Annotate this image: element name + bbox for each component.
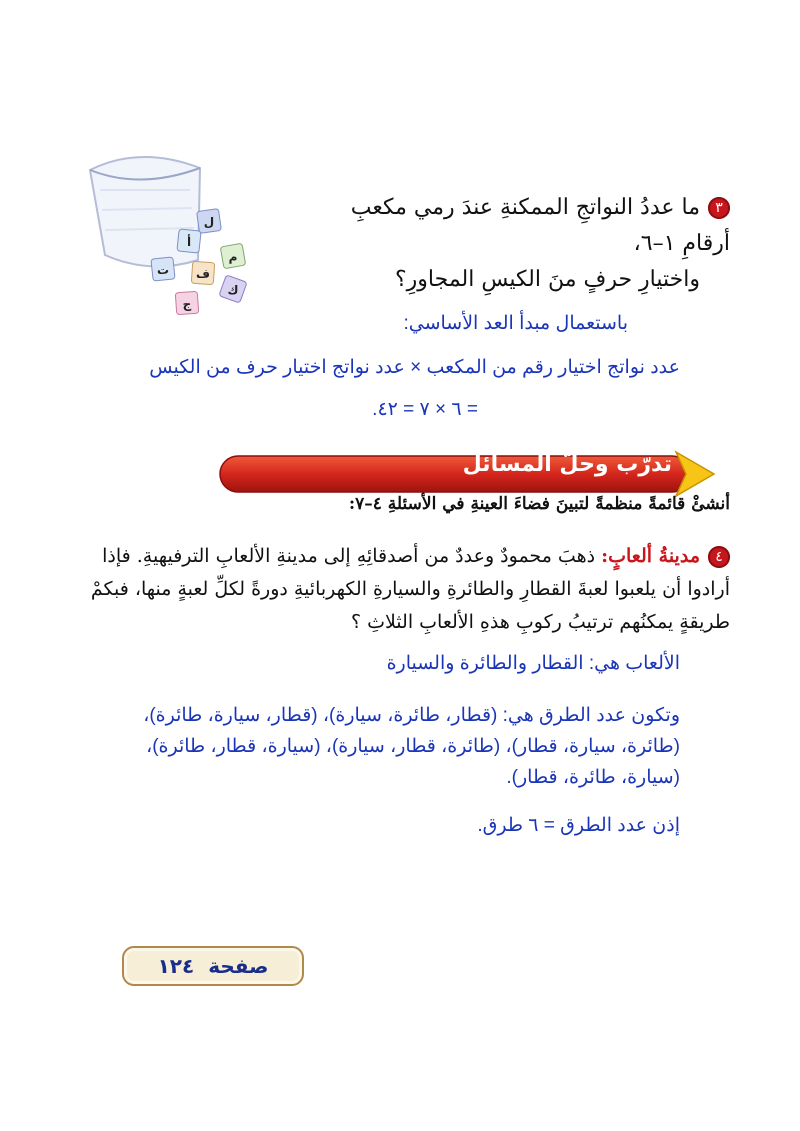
bag-letter: ت <box>156 263 170 277</box>
answer-4-ways-line-3: (سيارة، طائرة، قطار). <box>506 767 680 788</box>
page-number-label <box>122 946 304 986</box>
bag-letter: ف <box>196 267 210 281</box>
question-4-text-1: ذهبَ محمودٌ وعددٌ من أصدقائِهِ إلى مدينةِ الألعابِ الترفيهيةِ. فإذا <box>102 545 596 567</box>
page-number: ١٢٤ <box>157 954 195 978</box>
answer-4-ways-line-2: (طائرة، سيارة، قطار)، (طائرة، قطار، سيارة)، (سيارة، قطار، طائرة)، <box>146 736 680 757</box>
answer-3-line-1: باستعمال مبدأ العد الأساسي: <box>403 313 628 334</box>
question-4-line-2: أرادوا أن يلعبوا لعبةَ القطارِ والطائرةِ والسيارةِ الكهربائيةِ دورةً لكلِّ لعبةٍ منها، فبكمْ <box>90 578 730 600</box>
banner-title: تدرّب وحلّ المسائل <box>462 452 672 477</box>
answer-4-ways-line-1: وتكون عدد الطرق هي: (قطار، طائرة، سيارة)، (قطار، سيارة، طائرة)، <box>143 705 680 726</box>
question-number-badge: ٤ <box>708 546 730 568</box>
letter-bag-illustration <box>80 150 270 320</box>
bag-letter: أ <box>186 235 192 249</box>
question-3-text-1: ما عددُ النواتجِ الممكنةِ عندَ رمي مكعبِ أرقامِ ١–٦، <box>350 195 730 256</box>
answer-4-result: إذن عدد الطرق = ٦ طرق. <box>477 815 680 836</box>
answer-4-ways <box>60 700 680 793</box>
answer-3-line-3: = ٦ × ٧ = ٤٢. <box>372 399 478 420</box>
question-number-badge: ٣ <box>708 197 730 219</box>
question-3-line-1 <box>300 190 730 262</box>
bag-letter: م <box>228 250 238 264</box>
bag-letter: ك <box>227 283 239 297</box>
question-4-title: مدينةُ ألعابٍ: <box>601 545 700 567</box>
answer-4-games: الألعاب هي: القطار والطائرة والسيارة <box>386 653 680 674</box>
instruction: أنشئْ قائمةً منظمةً لتبينَ فضاءَ العينةِ في الأسئلةِ ٤–٧: <box>348 494 730 514</box>
question-4-line-1 <box>70 540 730 573</box>
question-4-line-3: طريقةٍ يمكنُهم ترتيبُ ركوبِ هذهِ الألعابِ الثلاثِ ؟ <box>350 611 730 633</box>
bag-letter: ج <box>182 297 192 311</box>
page-label: صفحة <box>208 954 269 978</box>
question-4 <box>70 540 730 639</box>
bag-letter: ل <box>203 215 215 229</box>
question-3-line-2: واختيارِ حرفٍ منَ الكيسِ المجاورِ؟ <box>394 267 700 292</box>
answer-3-line-2: عدد نواتج اختيار رقم من المكعب × عدد نواتج اختيار حرف من الكيس <box>149 357 680 378</box>
question-3 <box>300 190 730 298</box>
